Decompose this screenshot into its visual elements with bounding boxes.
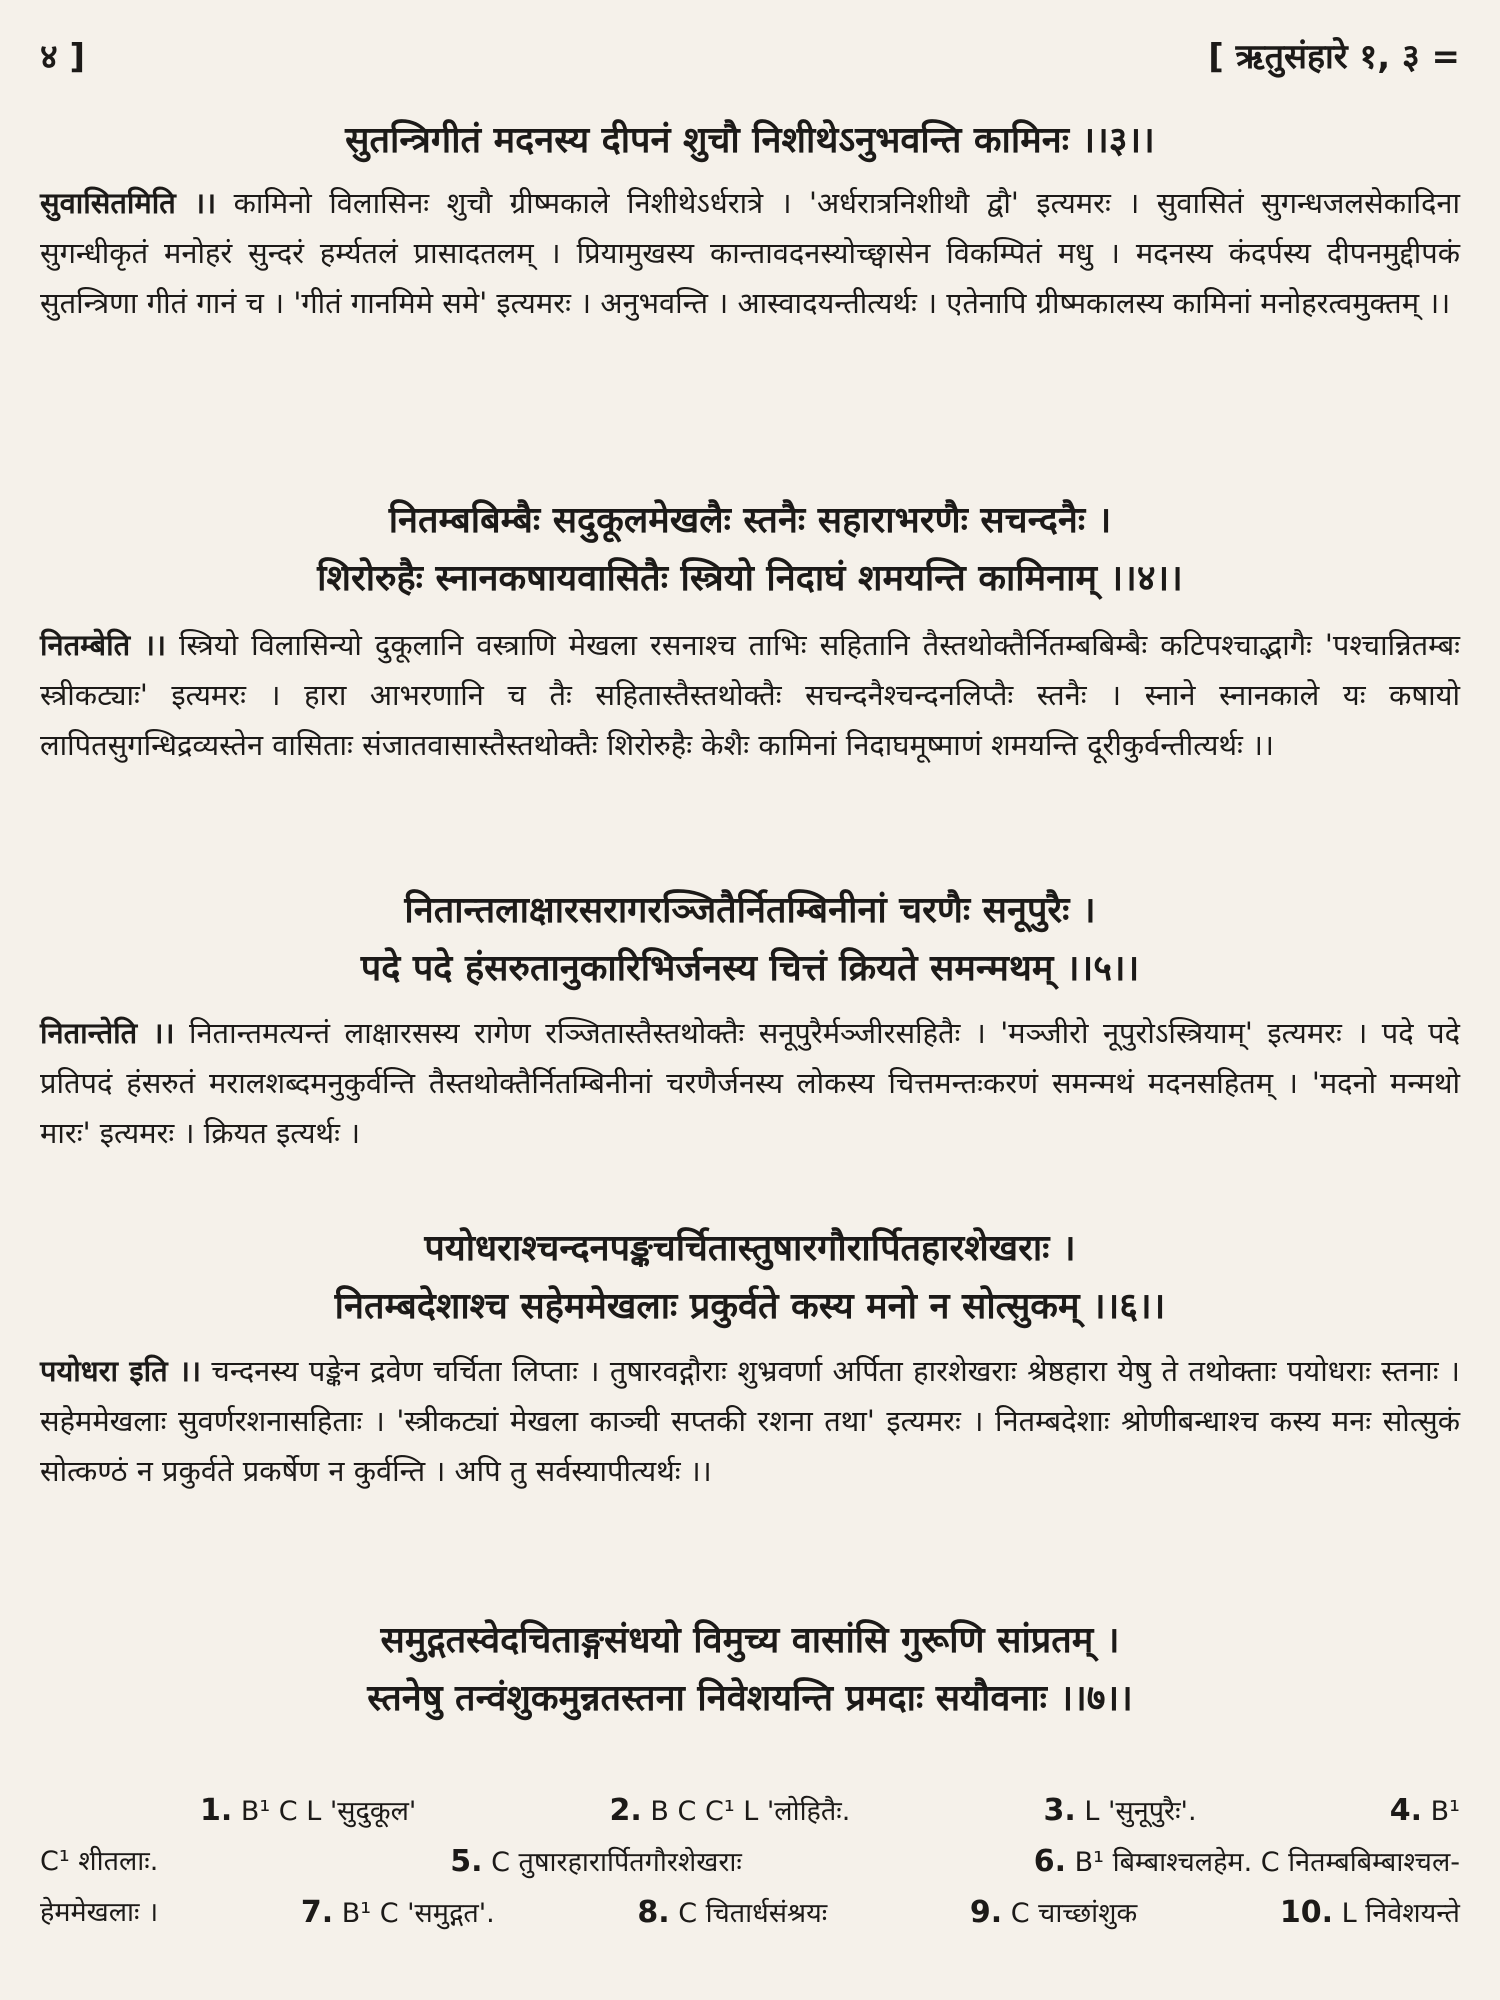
commentary-text: चन्दनस्य पङ्केन द्रवेण चर्चिता लिप्ताः । तुषारवद्गौराः शुभ्रवर्णा अर्पिता हारशेखराः श्रेष्ठहारा येषु ते तथोक्ताः पयोधराः स्तनाः । सहेममेखलाः सुवर्णरशनासहिताः । 'स्त्रीकट्यां मेखला काञ्ची सप्तकी रशना तथा' इत्यमरः । नितम्बदेशाः श्रोणीबन्धाश्च कस्य मनः सोत्सुकं सोत्कण्ठं न प्रकुर्वते प्रकर्षेण न कुर्वन्ति । अपि तु सर्वस्यापीत्यर्थः ।। [40,1354,1460,1488]
verse-line: शिरोरुहैः स्नानकषायवासितैः स्त्रियो निदाघं शमयन्ति कामिनाम् ।।४।। [317,558,1183,599]
verse-line: नितम्बबिम्बैः सदुकूलमेखलैः स्तनैः सहाराभरणैः सचन्दनैः । [388,500,1112,541]
verse-line: समुद्गतस्वेदचिताङ्गसंधयो विमुच्य वासांसि गुरूणि सांप्रतम् । [380,1620,1120,1661]
verse-line: नितम्बदेशाश्च सहेममेखलाः प्रकुर्वते कस्य मनो न सोत्सुकम् ।।६।। [334,1286,1166,1327]
commentary-text: स्त्रियो विलासिन्यो दुकूलानि वस्त्राणि मेखला रसनाश्च ताभिः सहितानि तैस्तथोक्तैर्नितम्बबिम्बैः कटिपश्चाद्भागैः 'पश्चान्नितम्बः स्त्रीकट्याः' इत्यमरः । हारा आभरणानि च तैः सहितास्तैस्तथोक्तैः सचन्दनैश्चन्दनलिप्तैः स्तनैः । स्नाने स्नानकाले यः कषायो लापितसुगन्धिद्रव्यस्तेन वासिताः संजातवासास्तैस्तथोक्तैः शिरोरुहैः केशैः कामिनां निदाघमूष्माणं शमयन्ति दूरीकुर्वन्तीत्यर्थः ।। [40,628,1460,762]
footnote: 5. C तुषारहारार्पितगौरशेखराः [450,1844,742,1879]
footnote: 8. C चितार्धसंश्रयः [637,1895,828,1930]
verse-line: नितान्तलाक्षारसरागरञ्जितैर्नितम्बिनीनां चरणैः सनूपुरैः । [404,890,1096,931]
verse-line: स्तनेषु तन्वंशुकमुन्नतस्तना निवेशयन्ति प्रमदाः सयौवनाः ।।७।। [367,1678,1133,1719]
footnote: 1. B¹ C L 'सुदुकूल' [200,1793,417,1828]
footnote: 3. L 'सुनूपुरैः'. [1043,1793,1197,1828]
commentary-head: पयोधरा इति ।। [40,1354,201,1388]
commentary-5 [40,1008,1460,1158]
running-title: [ ऋतुसंहारे १, ३ = [1208,37,1460,77]
page-number: ४ ] [40,37,86,77]
verse-line: पयोधराश्चन्दनपङ्कचर्चितास्तुषारगौरार्पितहारशेखराः । [424,1228,1076,1269]
footnote: 2. B C C¹ L 'लोहितैः. [609,1793,851,1828]
commentary-3 [40,178,1460,328]
footnote-line [40,1888,1460,1939]
footnote: 6. B¹ बिम्बाश्चलहेम. C नितम्बबिम्बाश्चल- [1033,1844,1460,1879]
verse-line: पदे पदे हंसरुतानुकारिभिर्जनस्य चित्तं क्रियते समन्मथम् ।।५।। [360,948,1140,989]
commentary-text: नितान्तमत्यन्तं लाक्षारसस्य रागेण रञ्जितास्तैस्तथोक्तैः सनूपुरैर्मञ्जीरसहितैः । 'मञ्जीरो नूपुरोऽस्त्रियाम्' इत्यमरः । पदे पदे प्रतिपदं हंसरुतं मरालशब्दमनुकुर्वन्ति तैस्तथोक्तैर्नितम्बिनीनां चरणैर्जनस्य लोकस्य चित्तमन्तःकरणं समन्मथं मदनसहितम् । 'मदनो मन्मथो मारः' इत्यमरः । क्रियत इत्यर्थः । [40,1016,1461,1150]
footnote-line [40,1786,1460,1837]
commentary-text: कामिनो विलासिनः शुचौ ग्रीष्मकाले निशीथेऽर्धरात्रे । 'अर्धरात्रनिशीथौ द्वौ' इत्यमरः । सुवासितं सुगन्धजलसेकादिना सुगन्धीकृतं मनोहरं सुन्दरं हर्म्यतलं प्रासादतलम् । प्रियामुखस्य कान्तावदनस्योच्छ्वासेन विकम्पितं मधु । मदनस्य कंदर्पस्य दीपनमुद्दीपकं सुतन्त्रिणा गीतं गानं च । 'गीतं गानमिमे समे' इत्यमरः । अनुभवन्ति । आस्वादयन्तीत्यर्थः । एतेनापि ग्रीष्मकालस्य कामिनां मनोहरत्वमुक्तम् ।। [40,186,1460,320]
footnotes [40,1786,1460,1939]
footnote: 7. B¹ C 'समुद्गत'. [300,1895,495,1930]
footnote: C¹ शीतलाः. [40,1846,159,1877]
footnote: 9. C चाच्छांशुक [969,1895,1138,1930]
footnote: 4. B¹ [1389,1793,1460,1828]
commentary-4 [40,620,1460,770]
commentary-head: नितम्बेति ।। [40,628,167,662]
footnote-line [40,1837,1460,1888]
verse-block-6 [40,1220,1460,1336]
commentary-head: सुवासितमिति ।। [40,186,217,220]
verse-block-4 [40,492,1460,608]
commentary-head: नितान्तेति ।। [40,1016,175,1050]
verse-line: सुतन्त्रिगीतं मदनस्य दीपनं शुचौ निशीथेऽनुभवन्ति कामिनः ।।३।। [345,120,1155,161]
footnote: 10. L निवेशयन्ते [1279,1895,1460,1930]
footnote: हेममेखलाः । [40,1897,159,1928]
verse-block-5 [40,882,1460,998]
commentary-6 [40,1346,1460,1496]
verse-block-3 [40,112,1460,170]
verse-block-7 [40,1612,1460,1728]
